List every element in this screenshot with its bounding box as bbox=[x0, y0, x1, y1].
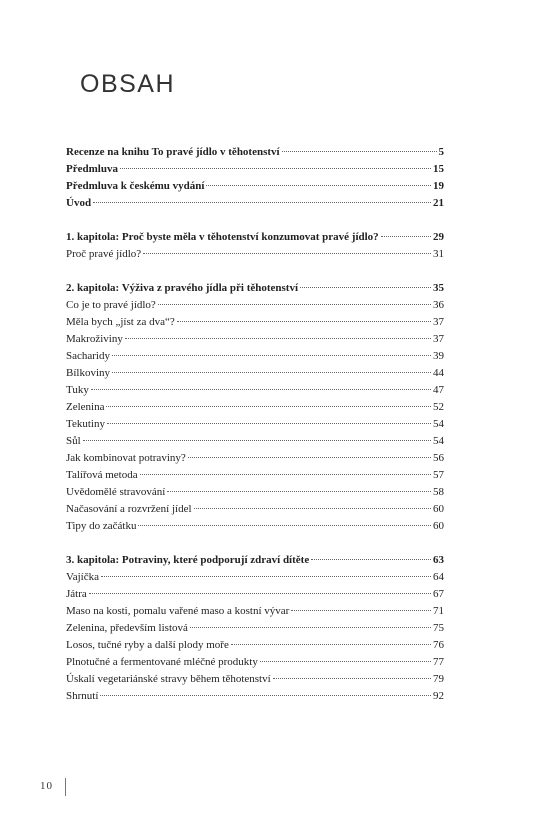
dot-leader bbox=[381, 236, 431, 237]
toc-entry-page: 56 bbox=[433, 452, 444, 464]
toc-chapter-entry bbox=[66, 144, 444, 161]
toc-section-entry bbox=[66, 569, 444, 586]
toc-entry-title: Recenze na knihu To pravé jídlo v těhotenství bbox=[66, 146, 280, 158]
dot-leader bbox=[112, 355, 431, 356]
toc-section-entry bbox=[66, 654, 444, 671]
toc-entry-title: 2. kapitola: Výživa z pravého jídla při těhotenství bbox=[66, 282, 299, 294]
toc-section-entry bbox=[66, 314, 444, 331]
page-title: OBSAH bbox=[80, 70, 176, 98]
dot-leader bbox=[291, 610, 431, 611]
toc-entry-page: 60 bbox=[433, 520, 444, 532]
toc-entry-page: 67 bbox=[433, 588, 444, 600]
toc-entry-title: Uvědomělé stravování bbox=[66, 486, 166, 498]
toc-entry-title: Co je to pravé jídlo? bbox=[66, 299, 156, 311]
dot-leader bbox=[282, 151, 437, 152]
dot-leader bbox=[273, 678, 431, 679]
dot-leader bbox=[89, 593, 431, 594]
dot-leader bbox=[138, 525, 431, 526]
dot-leader bbox=[100, 695, 431, 696]
toc-entry-title: Losos, tučné ryby a další plody moře bbox=[66, 639, 229, 651]
toc-entry-title: Tuky bbox=[66, 384, 89, 396]
toc-entry-title: Vajíčka bbox=[66, 571, 99, 583]
toc-section-entry bbox=[66, 382, 444, 399]
toc-section-entry bbox=[66, 331, 444, 348]
toc-entry-title: Shrnutí bbox=[66, 690, 99, 702]
toc-chapter-entry bbox=[66, 178, 444, 195]
toc-entry-title: Bílkoviny bbox=[66, 367, 111, 379]
dot-leader bbox=[106, 406, 431, 407]
toc-section-entry bbox=[66, 518, 444, 535]
toc-chapter-entry bbox=[66, 280, 444, 297]
toc-entry-page: 31 bbox=[433, 248, 444, 260]
folio-divider bbox=[65, 778, 66, 796]
toc-entry-title: Talířová metoda bbox=[66, 469, 138, 481]
toc-entry-page: 60 bbox=[433, 503, 444, 515]
section-gap bbox=[66, 263, 444, 280]
toc-entry-title: Načasování a rozvržení jídel bbox=[66, 503, 192, 515]
toc-chapter-entry bbox=[66, 195, 444, 212]
toc-entry-title: Maso na kosti, pomalu vařené maso a kostní vývar bbox=[66, 605, 290, 617]
dot-leader bbox=[107, 423, 431, 424]
toc-section-entry bbox=[66, 671, 444, 688]
toc-entry-page: 57 bbox=[433, 469, 444, 481]
toc-entry-title: Tekutiny bbox=[66, 418, 105, 430]
toc-entry-page: 36 bbox=[433, 299, 444, 311]
toc-entry-page: 71 bbox=[433, 605, 444, 617]
toc-entry-page: 15 bbox=[433, 163, 444, 175]
toc-entry-title: Úvod bbox=[66, 197, 92, 209]
toc-entry-page: 79 bbox=[433, 673, 444, 685]
toc-entry-title: 1. kapitola: Proč byste měla v těhotenství konzumovat pravé jídlo? bbox=[66, 231, 379, 243]
toc-section-entry bbox=[66, 620, 444, 637]
toc-entry-page: 39 bbox=[433, 350, 444, 362]
toc-section-entry bbox=[66, 297, 444, 314]
table-of-contents bbox=[66, 144, 444, 705]
dot-leader bbox=[101, 576, 431, 577]
dot-leader bbox=[112, 372, 431, 373]
toc-entry-title: Zelenina, především listová bbox=[66, 622, 188, 634]
toc-section-entry bbox=[66, 365, 444, 382]
toc-entry-page: 75 bbox=[433, 622, 444, 634]
toc-entry-page: 21 bbox=[433, 197, 444, 209]
toc-entry-page: 5 bbox=[438, 146, 444, 158]
page-number: 10 bbox=[40, 780, 53, 792]
section-gap bbox=[66, 535, 444, 552]
toc-entry-title: Játra bbox=[66, 588, 87, 600]
toc-entry-page: 92 bbox=[433, 690, 444, 702]
toc-entry-page: 77 bbox=[433, 656, 444, 668]
dot-leader bbox=[83, 440, 431, 441]
toc-chapter-entry bbox=[66, 552, 444, 569]
toc-entry-page: 29 bbox=[433, 231, 444, 243]
toc-entry-title: Sacharidy bbox=[66, 350, 110, 362]
toc-entry-page: 47 bbox=[433, 384, 444, 396]
toc-entry-title: Plnotučné a fermentované mléčné produkty bbox=[66, 656, 258, 668]
toc-entry-page: 76 bbox=[433, 639, 444, 651]
toc-entry-title: 3. kapitola: Potraviny, které podporují zdraví dítěte bbox=[66, 554, 310, 566]
toc-section-entry bbox=[66, 688, 444, 705]
toc-section-entry bbox=[66, 399, 444, 416]
toc-section-entry bbox=[66, 246, 444, 263]
dot-leader bbox=[194, 508, 431, 509]
toc-entry-page: 37 bbox=[433, 316, 444, 328]
toc-entry-page: 52 bbox=[433, 401, 444, 413]
toc-section-entry bbox=[66, 586, 444, 603]
toc-entry-page: 54 bbox=[433, 435, 444, 447]
toc-entry-title: Jak kombinovat potraviny? bbox=[66, 452, 186, 464]
toc-entry-title: Předmluva k českému vydání bbox=[66, 180, 205, 192]
toc-entry-page: 58 bbox=[433, 486, 444, 498]
dot-leader bbox=[190, 627, 431, 628]
toc-entry-page: 63 bbox=[433, 554, 444, 566]
dot-leader bbox=[260, 661, 431, 662]
toc-section-entry bbox=[66, 484, 444, 501]
toc-section-entry bbox=[66, 348, 444, 365]
dot-leader bbox=[140, 474, 431, 475]
toc-section-entry bbox=[66, 433, 444, 450]
toc-section-entry bbox=[66, 450, 444, 467]
toc-section-entry bbox=[66, 501, 444, 518]
toc-entry-title: Proč pravé jídlo? bbox=[66, 248, 142, 260]
dot-leader bbox=[231, 644, 431, 645]
toc-entry-page: 35 bbox=[433, 282, 444, 294]
toc-entry-page: 64 bbox=[433, 571, 444, 583]
toc-entry-page: 54 bbox=[433, 418, 444, 430]
toc-entry-title: Zelenina bbox=[66, 401, 105, 413]
toc-chapter-entry bbox=[66, 229, 444, 246]
dot-leader bbox=[188, 457, 431, 458]
toc-entry-title: Úskalí vegetariánské stravy během těhotenství bbox=[66, 673, 271, 685]
toc-section-entry bbox=[66, 603, 444, 620]
dot-leader bbox=[206, 185, 431, 186]
toc-chapter-entry bbox=[66, 161, 444, 178]
dot-leader bbox=[311, 559, 431, 560]
dot-leader bbox=[120, 168, 431, 169]
dot-leader bbox=[91, 389, 431, 390]
dot-leader bbox=[125, 338, 431, 339]
dot-leader bbox=[143, 253, 431, 254]
toc-entry-title: Měla bych „jíst za dva“? bbox=[66, 316, 175, 328]
toc-section-entry bbox=[66, 637, 444, 654]
dot-leader bbox=[158, 304, 431, 305]
toc-section-entry bbox=[66, 467, 444, 484]
toc-entry-title: Předmluva bbox=[66, 163, 118, 175]
toc-entry-title: Makroživiny bbox=[66, 333, 123, 345]
toc-entry-page: 19 bbox=[433, 180, 444, 192]
toc-entry-page: 37 bbox=[433, 333, 444, 345]
dot-leader bbox=[300, 287, 431, 288]
dot-leader bbox=[177, 321, 431, 322]
section-gap bbox=[66, 212, 444, 229]
dot-leader bbox=[167, 491, 431, 492]
dot-leader bbox=[93, 202, 431, 203]
toc-entry-page: 44 bbox=[433, 367, 444, 379]
toc-section-entry bbox=[66, 416, 444, 433]
toc-entry-title: Sůl bbox=[66, 435, 81, 447]
toc-entry-title: Tipy do začátku bbox=[66, 520, 137, 532]
